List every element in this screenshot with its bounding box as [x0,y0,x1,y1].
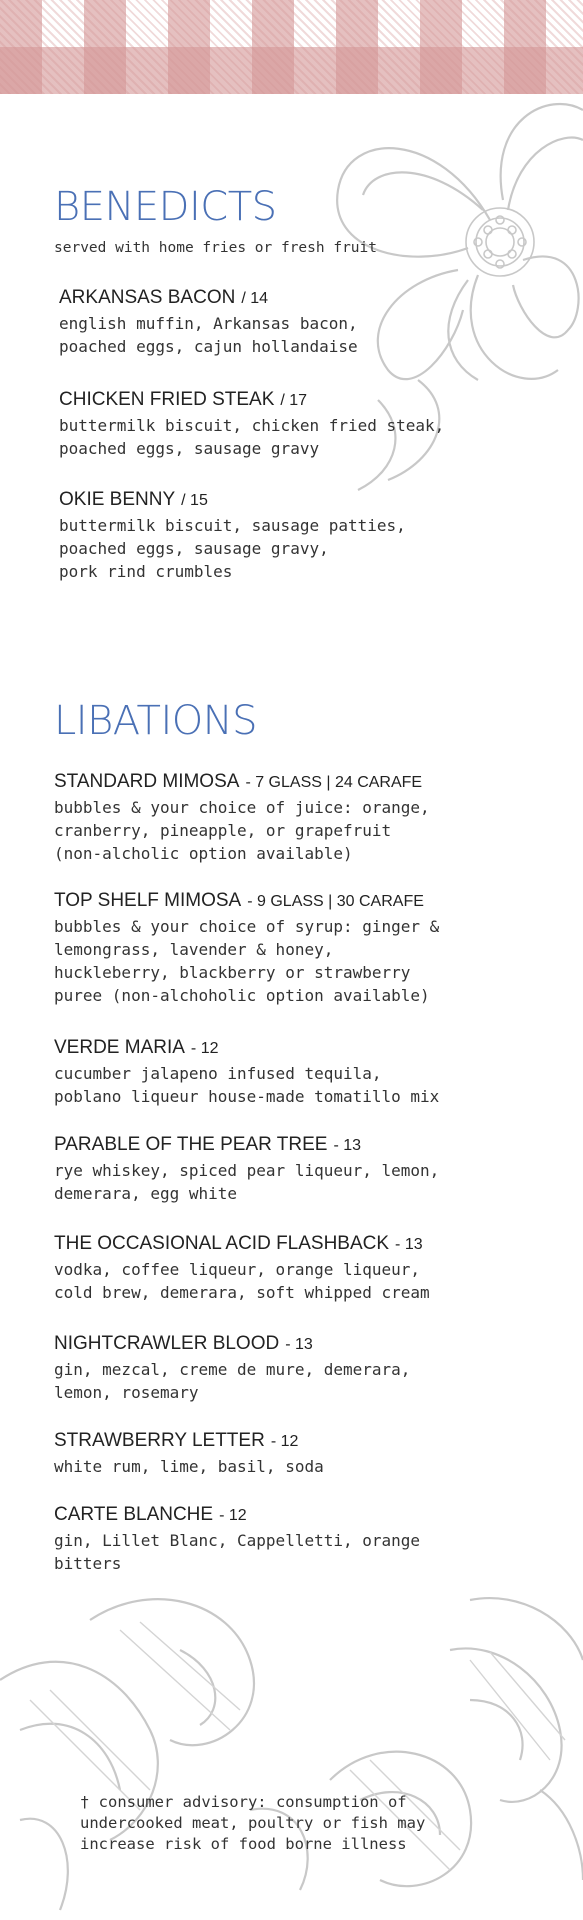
menu-item-okie-benny [59,488,579,583]
item-name: CHICKEN FRIED STEAK [59,389,275,410]
item-price: / 15 [181,492,208,509]
item-price: / 14 [241,290,269,307]
item-price: / 17 [280,392,308,409]
item-description: gin, Lillet Blanc, Cappelletti, orange bitters [54,1531,421,1573]
item-description: buttermilk biscuit, sausage patties, poached eggs, sausage gravy, pork rind crumbles [59,516,406,581]
item-price: - 12 [270,1433,299,1450]
menu-item-occasional-acid-flashback [54,1232,574,1304]
item-price: - 13 [285,1336,313,1353]
item-description: white rum, lime, basil, soda [54,1457,324,1476]
menu-item-verde-maria [54,1036,574,1108]
menu-item-top-shelf-mimosa [54,889,574,1007]
item-description: bubbles & your choice of juice: orange, cranberry, pineapple, or grapefruit (non-alcholic option available) [54,798,430,863]
item-name: CARTE BLANCHE [54,1504,214,1525]
gingham-pattern [0,0,583,94]
menu-item-parable-of-the-pear-tree [54,1133,574,1205]
item-name: THE OCCASIONAL ACID FLASHBACK [54,1233,390,1254]
item-name: VERDE MARIA [54,1037,185,1058]
menu-item-chicken-fried-steak [59,388,579,460]
item-price: - 13 [333,1137,362,1154]
item-name: TOP SHELF MIMOSA [54,890,242,911]
item-description: buttermilk biscuit, chicken fried steak, poached eggs, sausage gravy [59,416,445,458]
item-name: NIGHTCRAWLER BLOOD [54,1333,280,1354]
item-price: - 12 [219,1507,247,1524]
item-price: - 7 GLASS | 24 CARAFE [245,774,423,791]
item-price: - 9 GLASS | 30 CARAFE [247,893,424,910]
item-name: STANDARD MIMOSA [54,771,240,792]
menu-item-nightcrawler-blood [54,1332,574,1404]
item-description: bubbles & your choice of syrup: ginger & lemongrass, lavender & honey, huckleberry, blackberry or strawberry puree (non-alchoholic option available) [54,917,440,1005]
consumer-advisory: † consumer advisory: consumption of undercooked meat, poultry or fish may increase risk of food borne illness [80,1793,426,1853]
item-price: - 12 [190,1040,219,1057]
benedicts-subtitle: served with home fries or fresh fruit [54,240,378,256]
item-description: rye whiskey, spiced pear liqueur, lemon, demerara, egg white [54,1161,440,1203]
item-description: english muffin, Arkansas bacon, poached eggs, cajun hollandaise [59,314,358,356]
item-name: OKIE BENNY [59,489,176,510]
item-name: ARKANSAS BACON [59,287,236,308]
menu-item-arkansas-bacon [59,286,579,358]
benedicts-title: BENEDICTS [54,184,277,230]
item-name: STRAWBERRY LETTER [54,1430,265,1451]
menu-item-carte-blanche [54,1503,574,1575]
item-description: gin, mezcal, creme de mure, demerara, lemon, rosemary [54,1360,411,1402]
item-description: vodka, coffee liqueur, orange liqueur, cold brew, demerara, soft whipped cream [54,1260,430,1302]
menu-item-standard-mimosa [54,770,574,865]
item-name: PARABLE OF THE PEAR TREE [54,1134,328,1155]
item-description: cucumber jalapeno infused tequila, poblano liqueur house-made tomatillo mix [54,1064,440,1106]
item-price: - 13 [395,1236,423,1253]
floral-illustration-bottom [0,1560,583,1920]
menu-item-strawberry-letter [54,1429,574,1478]
libations-title: LIBATIONS [54,698,258,744]
